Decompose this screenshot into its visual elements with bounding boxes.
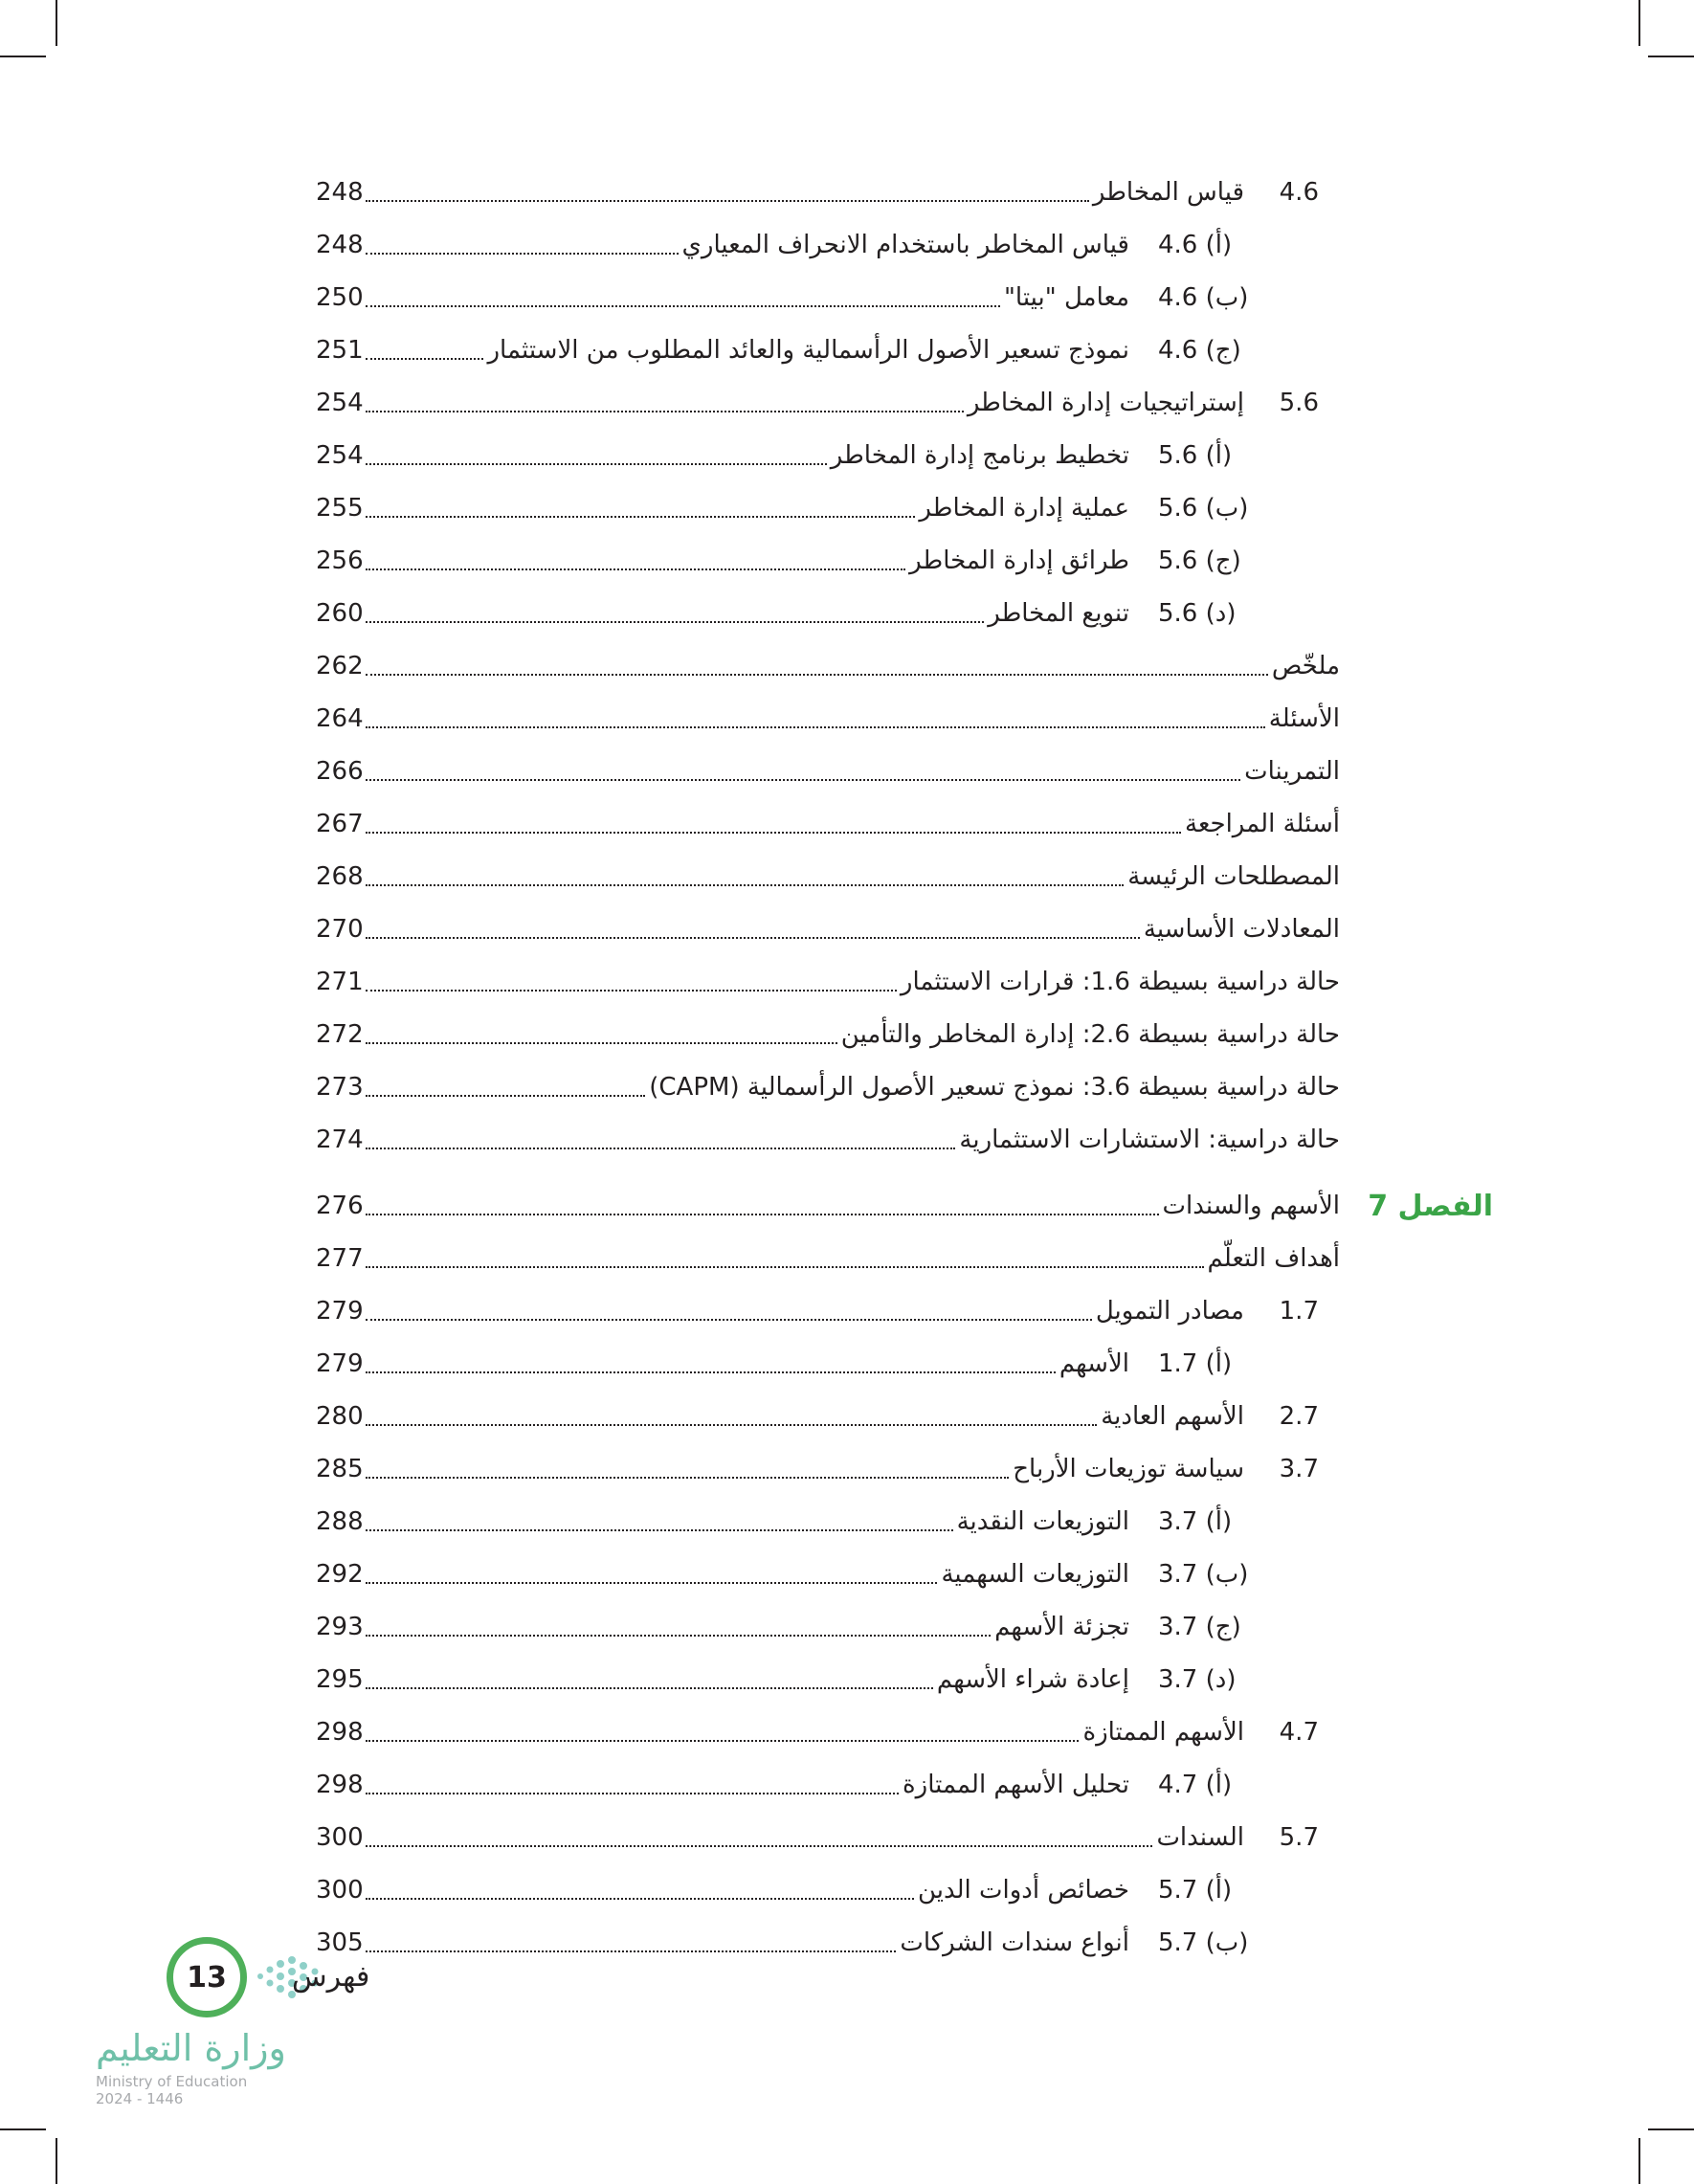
toc-entry[interactable] [316, 1759, 1340, 1812]
toc-entry-number: 5.7 [1279, 1823, 1319, 1852]
toc-entry-page: 295 [316, 1665, 364, 1694]
toc-entry-title: مصادر التمويل [1095, 1297, 1244, 1326]
toc-entry-page: 262 [316, 652, 364, 680]
toc-entry-page: 279 [316, 1349, 364, 1378]
ministry-logo-english: Ministry of Education [96, 2073, 248, 2090]
toc-entry-title: التمرينات [1244, 757, 1340, 786]
toc-entry-page: 266 [316, 757, 364, 786]
dot-leader [366, 621, 985, 623]
toc-entry-number: 4.6 [1279, 178, 1319, 207]
toc-entry-number: 3.7 (ج) [1158, 1613, 1241, 1641]
toc-entry-page: 264 [316, 704, 364, 733]
crop-mark [1648, 2128, 1694, 2130]
dot-leader [366, 305, 1000, 307]
dot-leader [366, 990, 897, 992]
toc-entry-title: الأسئلة [1268, 704, 1340, 733]
dot-leader [366, 937, 1140, 939]
dot-leader [366, 1371, 1056, 1373]
toc-entry[interactable] [316, 377, 1340, 430]
toc-entry-number: 5.6 (ب) [1158, 494, 1249, 523]
toc-entry[interactable] [316, 1549, 1340, 1601]
dot-leader [366, 1740, 1080, 1742]
toc-entry-title: حالة دراسية: الاستشارات الاستثمارية [959, 1125, 1340, 1154]
toc-entry-page: 271 [316, 968, 364, 996]
toc-entry-title: حالة دراسية بسيطة 1.6: قرارات الاستثمار [900, 968, 1340, 996]
toc-entry-page: 256 [316, 546, 364, 575]
toc-entry-title: إعادة شراء الأسهم [936, 1665, 1129, 1694]
toc-entry[interactable] [316, 903, 1340, 956]
toc-entry[interactable] [316, 956, 1340, 1009]
toc-entry-number: 5.7 (ب) [1158, 1928, 1249, 1957]
toc-entry-number: 3.7 (د) [1158, 1665, 1237, 1694]
toc-entry[interactable] [316, 535, 1340, 588]
dot-leader [366, 1214, 1159, 1215]
toc-entry-number: 4.6 (أ) [1158, 231, 1233, 259]
toc-entry-page: 298 [316, 1771, 364, 1799]
page-number: 13 [187, 1960, 227, 1995]
toc-entry-page: 280 [316, 1402, 364, 1431]
toc-entry-number: 1.7 [1279, 1297, 1319, 1326]
dot-leader [366, 674, 1268, 676]
toc-entry-page: 288 [316, 1507, 364, 1536]
toc-entry-number: 5.7 (أ) [1158, 1876, 1233, 1905]
toc-entry-page: 274 [316, 1125, 364, 1154]
ministry-logo-year: 2024 - 1446 [96, 2090, 184, 2107]
toc-entry-page: 277 [316, 1244, 364, 1273]
toc-entry-page: 279 [316, 1297, 364, 1326]
toc-entry-title: حالة دراسية بسيطة 2.6: إدارة المخاطر والتأمين [840, 1020, 1340, 1049]
toc-entry-number: 4.6 (ج) [1158, 336, 1241, 365]
toc-entry-page: 272 [316, 1020, 364, 1049]
toc-entry[interactable] [316, 693, 1340, 746]
crop-mark [56, 0, 57, 46]
toc-entry[interactable] [316, 1812, 1340, 1864]
toc-entry[interactable] [316, 219, 1340, 272]
chapter-label: الفصل 7 [1368, 1190, 1493, 1223]
dot-leader [366, 1477, 1010, 1479]
toc-entry-page: 254 [316, 441, 364, 470]
toc-entry-page: 273 [316, 1073, 364, 1102]
toc-entry[interactable] [316, 1391, 1340, 1443]
crop-mark [0, 56, 46, 57]
dot-leader [366, 1095, 646, 1097]
dot-leader [366, 1950, 897, 1952]
toc-entry-title: سياسة توزيعات الأرباح [1013, 1455, 1244, 1483]
toc-entry[interactable] [316, 746, 1340, 798]
toc-entry-title: عملية إدارة المخاطر [919, 494, 1129, 523]
toc-entry-title: تحليل الأسهم الممتازة [903, 1771, 1129, 1799]
toc-entry[interactable] [316, 1443, 1340, 1496]
table-of-contents [316, 167, 1493, 1970]
toc-entry-title: الأسهم والسندات [1162, 1192, 1340, 1220]
toc-entry[interactable] [316, 1061, 1340, 1114]
toc-entry-page: 285 [316, 1455, 364, 1483]
toc-entry-number: 5.6 (أ) [1158, 441, 1233, 470]
dot-leader [366, 1793, 899, 1794]
toc-entry[interactable] [316, 1496, 1340, 1549]
dot-leader [366, 1148, 956, 1149]
toc-entry-page: 268 [316, 862, 364, 891]
crop-mark [56, 2138, 57, 2184]
toc-entry-number: 4.6 (ب) [1158, 283, 1249, 312]
toc-entry-page: 300 [316, 1876, 364, 1905]
toc-entry-title: الأسهم العادية [1101, 1402, 1244, 1431]
dot-leader [366, 726, 1265, 728]
dot-leader [366, 568, 906, 570]
dot-leader [366, 1582, 938, 1584]
crop-mark [1648, 56, 1694, 57]
toc-entry-number: 5.6 [1279, 389, 1319, 417]
toc-entry-title: أسئلة المراجعة [1185, 810, 1340, 838]
toc-entry[interactable] [316, 1338, 1340, 1391]
dot-leader [366, 1687, 933, 1689]
toc-entry-page: 300 [316, 1823, 364, 1852]
toc-entry-page: 305 [316, 1928, 364, 1957]
dot-leader [366, 253, 679, 255]
dot-leader [366, 1042, 837, 1044]
toc-entry[interactable] [316, 1180, 1493, 1233]
toc-entry[interactable] [316, 1601, 1340, 1654]
toc-entry-number: 3.7 [1279, 1455, 1319, 1483]
section-title: فهرس [292, 1960, 370, 1994]
toc-entry[interactable] [316, 1285, 1340, 1338]
toc-entry-title: المعادلات الأساسية [1143, 915, 1340, 944]
toc-entry-title: السندات [1156, 1823, 1244, 1852]
toc-entry-page: 248 [316, 231, 364, 259]
dot-leader [366, 884, 1125, 886]
dot-leader [366, 1319, 1092, 1321]
toc-entry-title: قياس المخاطر باستخدام الانحراف المعياري [681, 231, 1129, 259]
dot-leader [366, 779, 1241, 781]
dot-leader [366, 832, 1181, 834]
dot-leader [366, 1529, 953, 1531]
toc-entry[interactable] [316, 482, 1340, 535]
page-number-badge [167, 1937, 247, 2017]
toc-entry-title: تجزئة الأسهم [994, 1613, 1129, 1641]
toc-entry-number: 4.7 (أ) [1158, 1771, 1233, 1799]
toc-entry[interactable] [316, 1654, 1340, 1706]
toc-entry-title: إستراتيجيات إدارة المخاطر [967, 389, 1244, 417]
toc-entry-page: 248 [316, 178, 364, 207]
toc-entry-number: 3.7 (ب) [1158, 1560, 1249, 1589]
toc-entry-title: حالة دراسية بسيطة 3.6: نموذج تسعير الأصول الرأسمالية (CAPM) [649, 1073, 1340, 1102]
toc-entry-title: أهداف التعلّم [1207, 1244, 1340, 1273]
dot-leader [366, 200, 1089, 202]
toc-entry[interactable] [316, 1233, 1340, 1285]
toc-entry-title: طرائق إدارة المخاطر [909, 546, 1129, 575]
toc-entry-title: ملخّص [1271, 652, 1340, 680]
toc-entry-title: تخطيط برنامج إدارة المخاطر [830, 441, 1129, 470]
toc-entry-title: أنواع سندات الشركات [900, 1928, 1129, 1957]
toc-entry-page: 298 [316, 1718, 364, 1747]
toc-entry-page: 254 [316, 389, 364, 417]
toc-entry-page: 267 [316, 810, 364, 838]
crop-mark [1638, 0, 1640, 46]
dot-leader [366, 1898, 914, 1900]
toc-entry[interactable] [316, 272, 1340, 324]
dot-leader [366, 1266, 1204, 1268]
toc-entry[interactable] [316, 324, 1340, 377]
toc-entry[interactable] [316, 1009, 1340, 1061]
crop-mark [1638, 2138, 1640, 2184]
toc-entry-page: 270 [316, 915, 364, 944]
toc-entry-page: 251 [316, 336, 364, 365]
toc-entry-title: المصطلحات الرئيسة [1127, 862, 1340, 891]
toc-entry-page: 260 [316, 599, 364, 628]
toc-entry[interactable] [316, 1917, 1340, 1970]
dot-leader [366, 463, 827, 465]
toc-entry-number: 1.7 (أ) [1158, 1349, 1233, 1378]
toc-entry-page: 292 [316, 1560, 364, 1589]
dot-leader [366, 411, 964, 412]
toc-entry[interactable] [316, 430, 1340, 482]
toc-entry-number: 2.7 [1279, 1402, 1319, 1431]
toc-entry-title: التوزيعات السهمية [941, 1560, 1129, 1589]
toc-entry-page: 276 [316, 1192, 364, 1220]
toc-entry-page: 250 [316, 283, 364, 312]
toc-entry-title: الأسهم الممتازة [1082, 1718, 1244, 1747]
toc-entry-page: 293 [316, 1613, 364, 1641]
toc-entry[interactable] [316, 640, 1340, 693]
dot-leader [366, 1424, 1098, 1426]
toc-entry-number: 4.7 [1279, 1718, 1319, 1747]
toc-entry[interactable] [316, 167, 1340, 219]
toc-entry-title: قياس المخاطر [1092, 178, 1244, 207]
toc-entry-number: 5.6 (ج) [1158, 546, 1241, 575]
toc-entry-number: 5.6 (د) [1158, 599, 1237, 628]
toc-entry[interactable] [316, 1706, 1340, 1759]
ministry-logo-arabic: وزارة التعليم [96, 2027, 286, 2069]
toc-entry[interactable] [316, 1114, 1340, 1167]
toc-entry-title: معامل "بيتا" [1003, 283, 1129, 312]
toc-entry-title: التوزيعات النقدية [956, 1507, 1129, 1536]
toc-entry-number: 3.7 (أ) [1158, 1507, 1233, 1536]
dot-leader [366, 358, 484, 360]
dot-leader [366, 1845, 1153, 1847]
toc-entry-title: خصائص أدوات الدين [917, 1876, 1129, 1905]
dot-leader [366, 1635, 991, 1637]
toc-entry[interactable] [316, 798, 1340, 851]
toc-entry-title: نموذج تسعير الأصول الرأسمالية والعائد المطلوب من الاستثمار [487, 336, 1129, 365]
toc-entry[interactable] [316, 588, 1340, 640]
crop-mark [0, 2128, 46, 2130]
toc-entry-title: تنويع المخاطر [988, 599, 1129, 628]
toc-entry-page: 255 [316, 494, 364, 523]
toc-entry[interactable] [316, 1864, 1340, 1917]
toc-entry[interactable] [316, 851, 1340, 903]
dot-leader [366, 516, 916, 518]
toc-entry-title: الأسهم [1059, 1349, 1129, 1378]
